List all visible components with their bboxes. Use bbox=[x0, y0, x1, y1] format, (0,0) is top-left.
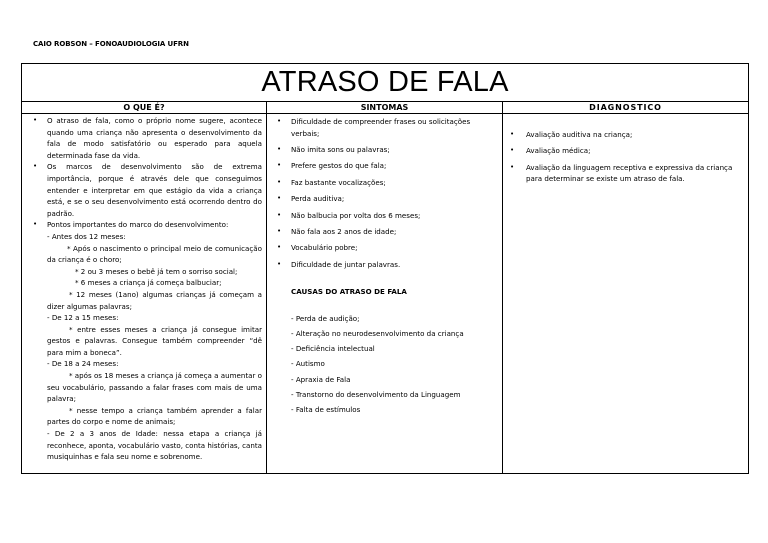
symptom-item: • Perda auditiva; bbox=[291, 193, 498, 205]
what-is-paragraph-3 bbox=[47, 219, 262, 462]
page-title: ATRASO DE FALA bbox=[261, 66, 509, 98]
symptoms-cell bbox=[267, 114, 503, 474]
header-diagnosis: DIAGNOSTICO bbox=[589, 102, 662, 112]
title-row bbox=[22, 64, 748, 102]
cause-item: - Deficiência intelectual bbox=[291, 344, 375, 354]
what-is-paragraph-2 bbox=[47, 161, 262, 219]
what-is-paragraph-1 bbox=[47, 115, 262, 161]
milestone-line: * 2 ou 3 meses o bebê já tem o sorriso social; bbox=[75, 266, 238, 276]
diagnosis-cell bbox=[503, 114, 748, 474]
milestone-line: * 6 meses a criança já começa balbuciar; bbox=[75, 278, 222, 288]
symptom-item: • Dificuldade de compreender frases ou solicitações verbais; bbox=[291, 116, 498, 139]
milestone-line: - De 18 a 24 meses: bbox=[47, 359, 119, 369]
cause-item: - Perda de audição; bbox=[291, 313, 360, 323]
cause-item: - Alteração no neurodesenvolvimento da criança bbox=[291, 329, 464, 339]
symptom-item: • Não balbucia por volta dos 6 meses; bbox=[291, 210, 498, 222]
symptom-item: • Não imita sons ou palavras; bbox=[291, 144, 498, 156]
causes-title: CAUSAS DO ATRASO DE FALA bbox=[291, 287, 407, 297]
diagnosis-item: • Avaliação auditiva na criança; bbox=[526, 129, 744, 141]
milestone-line: - De 2 a 3 anos de Idade: nessa etapa a criança já reconhece, aponta, vocabulário vasto, conta histórias, canta musiquinhas e fala seu nome e sobrenome. bbox=[47, 429, 262, 462]
milestone-line: * entre esses meses a criança já consegue imitar gestos e palavras. Consegue também compreender “dê para mim a boneca”. bbox=[47, 324, 262, 357]
milestone-line: * após os 18 meses a criança já começa a aumentar o seu vocabulário, passando a falar frases com mais de uma palavra; bbox=[47, 371, 262, 404]
milestone-line: * nesse tempo a criança também aprender a falar partes do corpo e nome de animais; bbox=[47, 405, 262, 427]
milestone-line: * 12 meses (1ano) algumas crianças já começam a dizer algumas palavras; bbox=[47, 289, 262, 311]
cause-item: - Transtorno do desenvolvimento da Linguagem bbox=[291, 389, 461, 399]
author-line: CAIO ROBSON – FONOAUDIOLOGIA UFRN bbox=[33, 40, 189, 48]
info-table bbox=[21, 63, 749, 474]
milestone-line: * Após o nascimento o principal meio de comunicação da criança é o choro; bbox=[47, 243, 262, 265]
symptom-item: • Faz bastante vocalizações; bbox=[291, 177, 498, 189]
milestone-line: - De 12 a 15 meses: bbox=[47, 313, 119, 323]
diagnosis-item: • Avaliação da linguagem receptiva e expressiva da criança para determinar se existe um atraso de fala. bbox=[526, 162, 744, 185]
cause-item: - Autismo bbox=[291, 359, 325, 369]
symptom-item: • Não fala aos 2 anos de idade; bbox=[291, 226, 498, 238]
header-symptoms: SINTOMAS bbox=[267, 102, 503, 113]
symptom-item: • Prefere gestos do que fala; bbox=[291, 160, 498, 172]
header-row bbox=[22, 102, 748, 114]
diagnosis-list bbox=[526, 129, 744, 185]
paragraph-text: O atraso de fala, como o próprio nome sugere, acontece quando uma criança não apresenta o desenvolvimento da fala de modo satisfatório ou esperado para aquela determinada fase da vida. bbox=[47, 116, 262, 160]
body-row bbox=[22, 114, 748, 474]
paragraph-text: Os marcos de desenvolvimento são de extrema importância, porque é através dele que conseguimos entender e interpretar em que estágio da vida a criança está, e se o seu desenvolvimento está ocorrendo dentro do padrão. bbox=[47, 162, 262, 218]
header-what-is: O QUE É? bbox=[22, 102, 267, 113]
diagnosis-item: • Avaliação médica; bbox=[526, 145, 744, 157]
milestone-line: - Antes dos 12 meses: bbox=[47, 231, 126, 241]
symptoms-list bbox=[291, 116, 498, 270]
milestones-heading: • Pontos importantes do marco do desenvolvimento: bbox=[47, 220, 229, 230]
symptom-item: • Vocabulário pobre; bbox=[291, 242, 498, 254]
cause-item: - Apraxia de Fala bbox=[291, 374, 351, 384]
cause-item: - Falta de estímulos bbox=[291, 405, 361, 415]
what-is-cell bbox=[22, 114, 267, 474]
symptom-item: • Dificuldade de juntar palavras. bbox=[291, 259, 498, 271]
